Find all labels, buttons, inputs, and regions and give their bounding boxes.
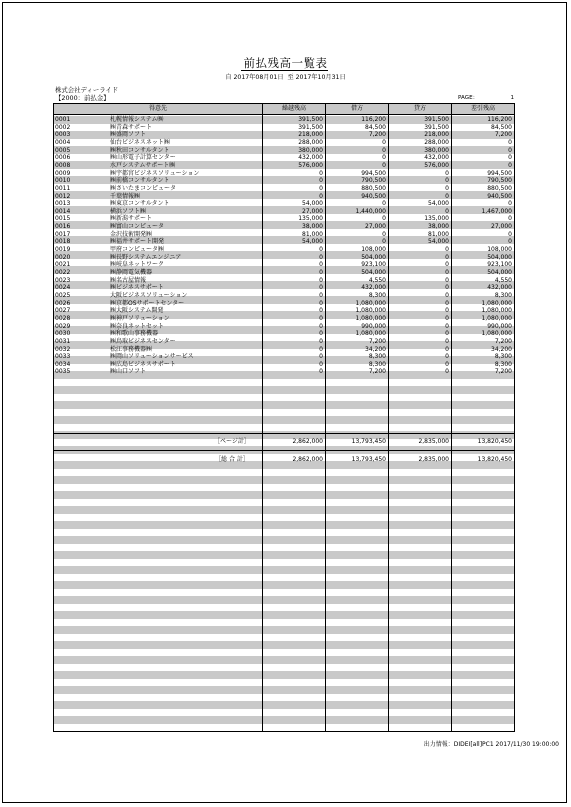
- debit-amount: 990,000: [361, 322, 386, 330]
- credit-amount: 0: [445, 276, 449, 284]
- carry-amount: 27,000: [302, 207, 323, 215]
- credit-amount: 135,000: [424, 215, 449, 223]
- grand-total-divider: [54, 450, 514, 451]
- grand-total-row: [54, 455, 514, 465]
- row-band: [54, 701, 514, 709]
- company-name: 株式会社ディーライド: [55, 86, 119, 94]
- debit-amount: 0: [382, 230, 386, 238]
- balance-amount: 1,080,000: [481, 330, 512, 338]
- carry-amount: 0: [319, 337, 323, 345]
- credit-amount: 0: [445, 261, 449, 269]
- balance-amount: 7,200: [494, 368, 512, 376]
- customer-code: 0013: [55, 200, 71, 208]
- debit-amount: 8,300: [368, 353, 386, 361]
- carry-amount: 0: [319, 246, 323, 254]
- customer-name: 金沢技術開発㈱: [110, 230, 153, 238]
- balance-amount: 1,080,000: [481, 314, 512, 322]
- credit-amount: 218,000: [424, 131, 449, 139]
- grand-total-carry: 2,862,000: [292, 456, 323, 463]
- carry-amount: 38,000: [302, 223, 323, 231]
- debit-amount: 994,500: [361, 169, 386, 177]
- customer-name: ㈱福井サポート開発: [110, 238, 165, 246]
- grand-total-label: ［総 合 計］: [215, 456, 249, 463]
- balance-amount: 790,500: [487, 177, 512, 185]
- debit-amount: 0: [382, 138, 386, 146]
- carry-amount: 0: [319, 291, 323, 299]
- customer-code: 0012: [55, 192, 71, 200]
- row-band: [54, 671, 514, 679]
- carry-amount: 576,000: [298, 161, 323, 169]
- balance-amount: 1,467,000: [481, 207, 512, 215]
- row-band: [54, 566, 514, 574]
- customer-code: 0006: [55, 154, 71, 162]
- debit-amount: 8,300: [368, 360, 386, 368]
- customer-code: 0010: [55, 177, 71, 185]
- balance-amount: 0: [508, 161, 512, 169]
- page-total-divider: [54, 433, 514, 434]
- customer-code: 0009: [55, 169, 71, 177]
- balance-amount: 0: [508, 146, 512, 154]
- customer-code: 0019: [55, 246, 71, 254]
- row-band: [54, 416, 514, 424]
- page-total-credit: 2,835,000: [418, 438, 449, 445]
- column-divider: [262, 104, 263, 731]
- customer-name: 横浜ソフト㈱: [110, 207, 147, 215]
- customer-name: ㈱名古屋情報: [110, 276, 147, 284]
- credit-amount: 0: [445, 330, 449, 338]
- customer-name: ㈱鳥取ビジネスセンター: [110, 337, 176, 345]
- debit-amount: 940,500: [361, 192, 386, 200]
- carry-amount: 54,000: [302, 238, 323, 246]
- debit-amount: 7,200: [368, 131, 386, 139]
- customer-name: ㈱岡山ソリューションサービス: [110, 353, 194, 361]
- customer-name: ㈱宇都宮ビジネスソリューション: [110, 169, 200, 177]
- debit-amount: 84,500: [365, 123, 386, 131]
- carry-amount: 391,500: [298, 123, 323, 131]
- credit-amount: 0: [445, 299, 449, 307]
- customer-name: 甲府コンピュータ㈱: [110, 246, 165, 254]
- customer-code: 0021: [55, 261, 71, 269]
- page-number: 1: [510, 95, 514, 101]
- credit-amount: 0: [445, 246, 449, 254]
- row-band: [54, 581, 514, 589]
- carry-amount: 288,000: [298, 138, 323, 146]
- customer-name: 千葉情報㈱: [110, 192, 141, 200]
- balance-amount: 84,500: [491, 123, 512, 131]
- credit-amount: 576,000: [424, 161, 449, 169]
- table-header: [54, 104, 514, 115]
- balance-amount: 0: [508, 154, 512, 162]
- balance-amount: 34,200: [491, 345, 512, 353]
- credit-amount: 0: [445, 345, 449, 353]
- carry-amount: 0: [319, 253, 323, 261]
- debit-amount: 27,000: [365, 223, 386, 231]
- customer-code: 0022: [55, 269, 71, 276]
- debit-amount: 432,000: [361, 284, 386, 292]
- customer-code: 0027: [55, 307, 71, 315]
- debit-amount: 116,200: [361, 116, 386, 123]
- grand-total-balance: 13,820,450: [477, 456, 512, 463]
- row-band: [54, 476, 514, 484]
- balance-amount: 1,080,000: [481, 299, 512, 307]
- carry-amount: 0: [319, 269, 323, 276]
- carry-amount: 0: [319, 307, 323, 315]
- customer-code: 0029: [55, 322, 71, 330]
- balance-amount: 1,080,000: [481, 307, 512, 315]
- carry-amount: 0: [319, 184, 323, 192]
- table-row: [54, 368, 514, 376]
- page-total-label: ［ページ計］: [214, 438, 250, 445]
- credit-amount: 0: [445, 291, 449, 299]
- header-balance: 差引残高: [470, 105, 495, 112]
- credit-amount: 0: [445, 192, 449, 200]
- balance-amount: 990,000: [487, 322, 512, 330]
- title-underline: [241, 70, 328, 71]
- carry-amount: 0: [319, 330, 323, 338]
- credit-amount: 54,000: [428, 200, 449, 208]
- balance-amount: 994,500: [487, 169, 512, 177]
- balance-amount: 8,300: [494, 291, 512, 299]
- row-band: [54, 401, 514, 409]
- customer-name: ㈱山形電子計算センター: [110, 154, 176, 162]
- customer-name: ㈱盛岡ソフト: [110, 131, 147, 139]
- customer-code: 0026: [55, 299, 71, 307]
- carry-amount: 0: [319, 299, 323, 307]
- carry-amount: 0: [319, 345, 323, 353]
- column-divider: [451, 104, 452, 731]
- customer-name: ㈱山口ソフト: [110, 368, 147, 376]
- credit-amount: 0: [445, 207, 449, 215]
- customer-name: ㈱和歌山事務機器: [110, 330, 159, 338]
- carry-amount: 380,000: [298, 146, 323, 154]
- debit-amount: 504,000: [361, 253, 386, 261]
- customer-code: 0011: [55, 184, 71, 192]
- balance-amount: 8,300: [494, 353, 512, 361]
- row-band: [54, 506, 514, 514]
- credit-amount: 0: [445, 322, 449, 330]
- debit-amount: 7,200: [368, 337, 386, 345]
- grand-total-debit: 13,793,450: [351, 456, 386, 463]
- balance-amount: 116,200: [487, 116, 512, 123]
- carry-amount: 432,000: [298, 154, 323, 162]
- customer-name: ㈱静岡電気機器: [110, 269, 153, 276]
- customer-name: ㈱ビジネスサポート: [110, 284, 164, 292]
- row-band: [54, 596, 514, 604]
- customer-name: ㈱富山コンピュータ: [110, 223, 165, 231]
- customer-code: 0016: [55, 223, 71, 231]
- customer-code: 0025: [55, 291, 71, 299]
- header-debit: 借方: [350, 105, 363, 112]
- customer-name: ㈱神戸ソリューション: [110, 314, 170, 322]
- debit-amount: 0: [382, 238, 386, 246]
- credit-amount: 81,000: [428, 230, 449, 238]
- header-credit: 貸方: [413, 105, 426, 112]
- credit-amount: 0: [445, 368, 449, 376]
- debit-amount: 1,440,000: [355, 207, 386, 215]
- debit-amount: 0: [382, 154, 386, 162]
- customer-code: 0034: [55, 360, 71, 368]
- customer-code: 0015: [55, 215, 71, 223]
- customer-code: 0028: [55, 314, 71, 322]
- carry-amount: 0: [319, 353, 323, 361]
- debit-amount: 0: [382, 200, 386, 208]
- balance-amount: 432,000: [487, 284, 512, 292]
- row-band: [54, 521, 514, 529]
- customer-name: ㈱さいたまコンピュータ: [110, 184, 177, 192]
- page-total-carry: 2,862,000: [292, 438, 323, 445]
- customer-code: 0008: [55, 161, 71, 169]
- customer-name: 松江事務機器㈱: [110, 345, 153, 353]
- credit-amount: 0: [445, 284, 449, 292]
- customer-code: 0014: [55, 207, 71, 215]
- carry-amount: 54,000: [302, 200, 323, 208]
- debit-amount: 0: [382, 215, 386, 223]
- customer-code: 0002: [55, 123, 71, 131]
- carry-amount: 0: [319, 261, 323, 269]
- carry-amount: 0: [319, 322, 323, 330]
- credit-amount: 0: [445, 177, 449, 185]
- balance-amount: 0: [508, 200, 512, 208]
- debit-amount: 1,080,000: [355, 299, 386, 307]
- customer-name: ㈱広島ビジネスサポート: [110, 360, 176, 368]
- debit-amount: 1,080,000: [355, 330, 386, 338]
- debit-amount: 1,080,000: [355, 307, 386, 315]
- credit-amount: 0: [445, 337, 449, 345]
- carry-amount: 0: [319, 368, 323, 376]
- debit-amount: 34,200: [365, 345, 386, 353]
- row-band: [54, 641, 514, 649]
- customer-code: 0033: [55, 353, 71, 361]
- debit-amount: 0: [382, 161, 386, 169]
- row-band: [54, 626, 514, 634]
- debit-amount: 0: [382, 146, 386, 154]
- carry-amount: 218,000: [298, 131, 323, 139]
- customer-code: 0023: [55, 276, 71, 284]
- debit-amount: 504,000: [361, 269, 386, 276]
- customer-name: ㈱大阪システム開発: [110, 307, 164, 315]
- debit-amount: 923,100: [361, 261, 386, 269]
- customer-code: 0032: [55, 345, 71, 353]
- carry-amount: 391,500: [298, 116, 323, 123]
- credit-amount: 380,000: [424, 146, 449, 154]
- customer-name: ㈱前橋コンサルタント: [110, 177, 170, 185]
- page-total-debit: 13,793,450: [351, 438, 386, 445]
- row-band: [54, 686, 514, 694]
- customer-name: ㈱東京コンサルタント: [110, 200, 170, 208]
- balance-amount: 504,000: [487, 253, 512, 261]
- customer-code: 0035: [55, 368, 71, 376]
- customer-code: 0018: [55, 238, 71, 246]
- credit-amount: 288,000: [424, 138, 449, 146]
- row-band: [54, 716, 514, 724]
- credit-amount: 0: [445, 353, 449, 361]
- customer-name: ㈱岐阜ネットワーク: [110, 261, 165, 269]
- credit-amount: 0: [445, 169, 449, 177]
- column-divider: [325, 104, 326, 731]
- balance-amount: 923,100: [487, 261, 512, 269]
- customer-code: 0031: [55, 337, 71, 345]
- customer-name: 札幌情報システム㈱: [110, 116, 164, 123]
- balance-amount: 7,200: [494, 337, 512, 345]
- credit-amount: 0: [445, 314, 449, 322]
- balance-amount: 4,550: [494, 276, 512, 284]
- report-title: 前払残高一覧表: [243, 56, 328, 70]
- customer-code: 0024: [55, 284, 71, 292]
- customer-code: 0005: [55, 146, 71, 154]
- balance-amount: 108,000: [487, 246, 512, 254]
- column-divider: [388, 104, 389, 731]
- customer-name: ㈱長野システムエンジニア: [110, 253, 182, 261]
- credit-amount: 0: [445, 184, 449, 192]
- debit-amount: 7,200: [368, 368, 386, 376]
- debit-amount: 790,500: [361, 177, 386, 185]
- carry-amount: 0: [319, 284, 323, 292]
- customer-code: 0020: [55, 253, 71, 261]
- row-band: [54, 386, 514, 394]
- carry-amount: 0: [319, 177, 323, 185]
- debit-amount: 8,300: [368, 291, 386, 299]
- row-band: [54, 656, 514, 664]
- credit-amount: 38,000: [428, 223, 449, 231]
- row-band: [54, 491, 514, 499]
- balance-table: [53, 103, 515, 732]
- page-total-balance: 13,820,450: [477, 438, 512, 445]
- report-period: 自 2017年08月01日 至 2017年10月31日: [225, 74, 346, 81]
- debit-amount: 4,550: [368, 276, 386, 284]
- balance-amount: 504,000: [487, 269, 512, 276]
- credit-amount: 54,000: [428, 238, 449, 246]
- credit-amount: 0: [445, 269, 449, 276]
- balance-amount: 0: [508, 230, 512, 238]
- page-label: PAGE：: [458, 95, 479, 101]
- customer-code: 0017: [55, 230, 71, 238]
- balance-amount: 0: [508, 238, 512, 246]
- balance-amount: 8,300: [494, 360, 512, 368]
- balance-amount: 940,500: [487, 192, 512, 200]
- credit-amount: 0: [445, 307, 449, 315]
- carry-amount: 0: [319, 360, 323, 368]
- debit-amount: 108,000: [361, 246, 386, 254]
- balance-amount: 0: [508, 138, 512, 146]
- customer-name: ㈱奈良ネットセット: [110, 322, 164, 330]
- carry-amount: 0: [319, 276, 323, 284]
- credit-amount: 391,500: [424, 116, 449, 123]
- row-band: [54, 536, 514, 544]
- carry-amount: 0: [319, 192, 323, 200]
- customer-name: ㈱青森サポート: [110, 123, 153, 131]
- credit-amount: 0: [445, 253, 449, 261]
- balance-amount: 27,000: [491, 223, 512, 231]
- credit-amount: 391,500: [424, 123, 449, 131]
- customer-name: 仙台ビジネスネット㈱: [110, 138, 170, 146]
- debit-amount: 1,080,000: [355, 314, 386, 322]
- account-name: 【2000：前払金】: [55, 94, 110, 102]
- customer-name: 水戸システムサポート㈱: [110, 161, 176, 169]
- customer-code: 0030: [55, 330, 71, 338]
- carry-amount: 0: [319, 169, 323, 177]
- row-band: [54, 611, 514, 619]
- carry-amount: 135,000: [298, 215, 323, 223]
- page-total-row: [54, 437, 514, 447]
- customer-name: ㈱新潟サポート: [110, 215, 153, 223]
- customer-name: ㈱秋田コンサルタント: [110, 146, 170, 154]
- carry-amount: 0: [319, 314, 323, 322]
- debit-amount: 880,500: [361, 184, 386, 192]
- customer-name: 大阪ビジネスソリューション: [110, 291, 188, 299]
- customer-code: 0001: [55, 116, 71, 123]
- header-carry: 繰越残高: [281, 105, 306, 112]
- output-info: 出力情報：DIDEI[all]PC1 2017/11/30 19:00:00: [423, 741, 559, 748]
- row-band: [54, 551, 514, 559]
- balance-amount: 0: [508, 215, 512, 223]
- balance-amount: 7,200: [494, 131, 512, 139]
- carry-amount: 81,000: [302, 230, 323, 238]
- customer-code: 0003: [55, 131, 71, 139]
- grand-total-credit: 2,835,000: [418, 456, 449, 463]
- credit-amount: 432,000: [424, 154, 449, 162]
- header-customer: 得意先: [148, 105, 167, 112]
- balance-amount: 880,500: [487, 184, 512, 192]
- customer-name: ㈱京都OSサポートセンター: [110, 299, 185, 307]
- credit-amount: 0: [445, 360, 449, 368]
- customer-code: 0004: [55, 138, 71, 146]
